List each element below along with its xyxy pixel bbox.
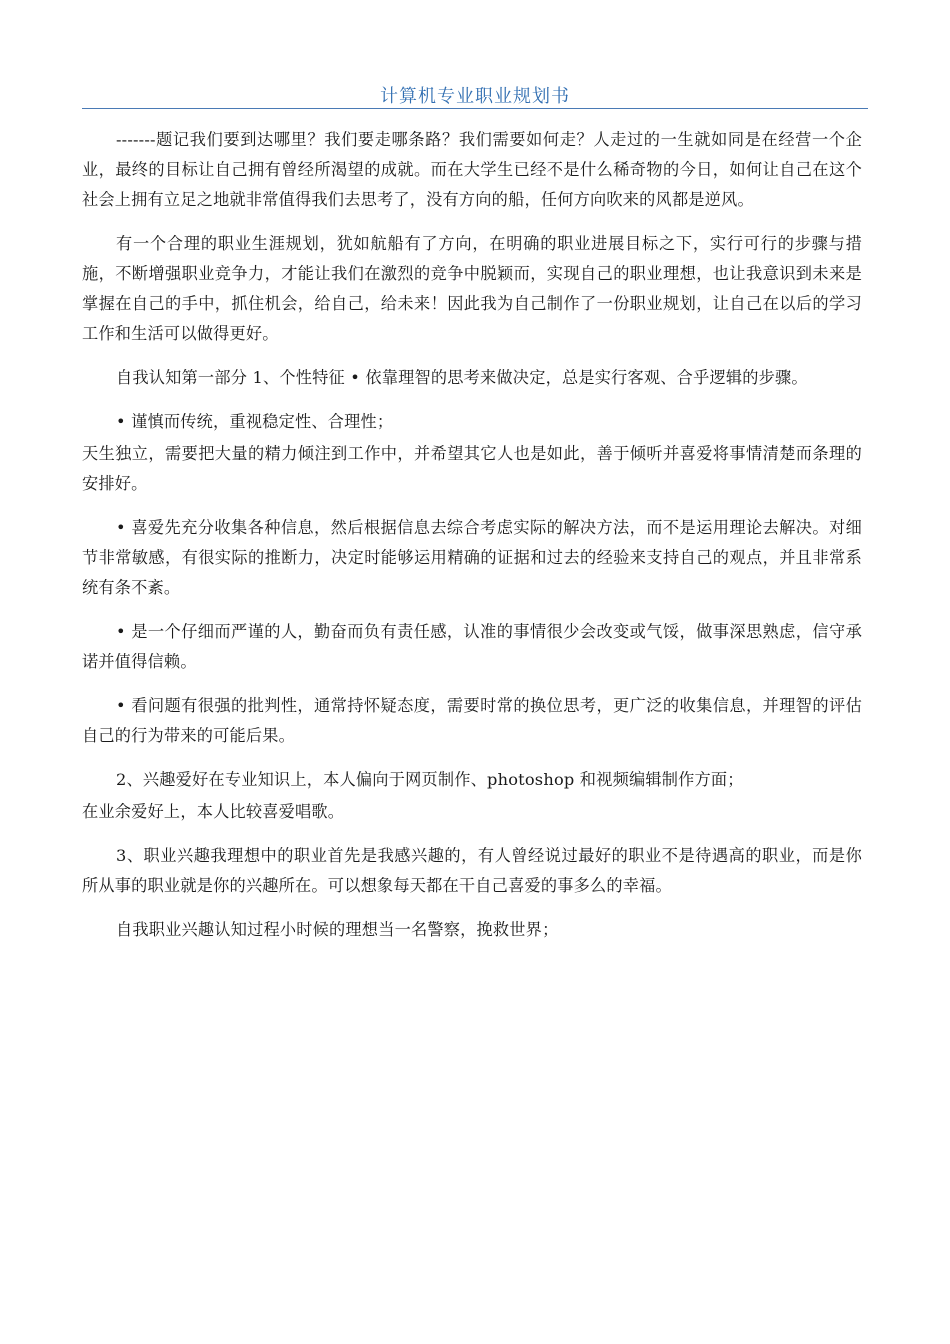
paragraph-hobbies-leisure: 在业余爱好上，本人比较喜爱唱歌。 bbox=[82, 802, 345, 821]
paragraph-childhood-ideal: 自我职业兴趣认知过程小时候的理想当一名警察，挽救世界； bbox=[116, 920, 559, 939]
paragraph-epigraph: -------题记我们要到达哪里？我们要走哪条路？我们需要如何走？人走过的一生就如同是在经营一个企业，最终的目标让自己拥有曾经所渴望的成就。而在大学生已经不是什么稀奇物的今日，如何让自己在这个社会上拥有立足之地就非常值得我们去思考了，没有方向的船，任何方向吹来的风都是逆风。 bbox=[82, 130, 862, 209]
document-title: 计算机专业职业规划书 bbox=[380, 86, 570, 107]
paragraph-independent: 天生独立，需要把大量的精力倾注到工作中，并希望其它人也是如此，善于倾听并喜爱将事情清楚而条理的安排好。 bbox=[82, 444, 862, 493]
bullet-cautious-traditional: • 谨慎而传统，重视稳定性、合理性； bbox=[116, 412, 394, 431]
bullet-collect-information: • 喜爱先充分收集各种信息，然后根据信息去综合考虑实际的解决方法，而不是运用理论去解决。对细节非常敏感，有很实际的推断力，决定时能够运用精确的证据和过去的经验来支持自己的观点，并且非常系统有条不紊。 bbox=[82, 518, 862, 597]
bullet-critical-thinking: • 看问题有很强的批判性，通常持怀疑态度，需要时常的换位思考，更广泛的收集信息，并理智的评估自己的行为带来的可能后果。 bbox=[82, 696, 862, 745]
paragraph-career-planning: 有一个合理的职业生涯规划，犹如航船有了方向，在明确的职业进展目标之下，实行可行的步骤与措施，不断增强职业竞争力，才能让我们在激烈的竞争中脱颖而，实现自己的职业理想，也让我意识到未来是掌握在自己的手中，抓住机会，给自己，给未来！因此我为自己制作了一份职业规划，让自己在以后的学习工作和生活可以做得更好。 bbox=[82, 234, 862, 343]
paragraph-self-cognition: 自我认知第一部分 1、个性特征 • 依靠理智的思考来做决定，总是实行客观、合乎逻辑的步骤。 bbox=[116, 368, 808, 387]
page-header bbox=[82, 78, 868, 109]
document-body bbox=[82, 125, 862, 959]
paragraph-career-interest: 3、职业兴趣我理想中的职业首先是我感兴趣的，有人曾经说过最好的职业不是待遇高的职业，而是你所从事的职业就是你的兴趣所在。可以想象每天都在干自己喜爱的事多么的幸福。 bbox=[82, 846, 862, 895]
paragraph-hobbies-professional: 2、兴趣爱好在专业知识上，本人偏向于网页制作、photoshop 和视频编辑制作方面； bbox=[116, 770, 744, 789]
bullet-careful-rigorous: • 是一个仔细而严谨的人，勤奋而负有责任感，认准的事情很少会改变或气馁，做事深思熟虑，信守承诺并值得信赖。 bbox=[82, 622, 862, 671]
